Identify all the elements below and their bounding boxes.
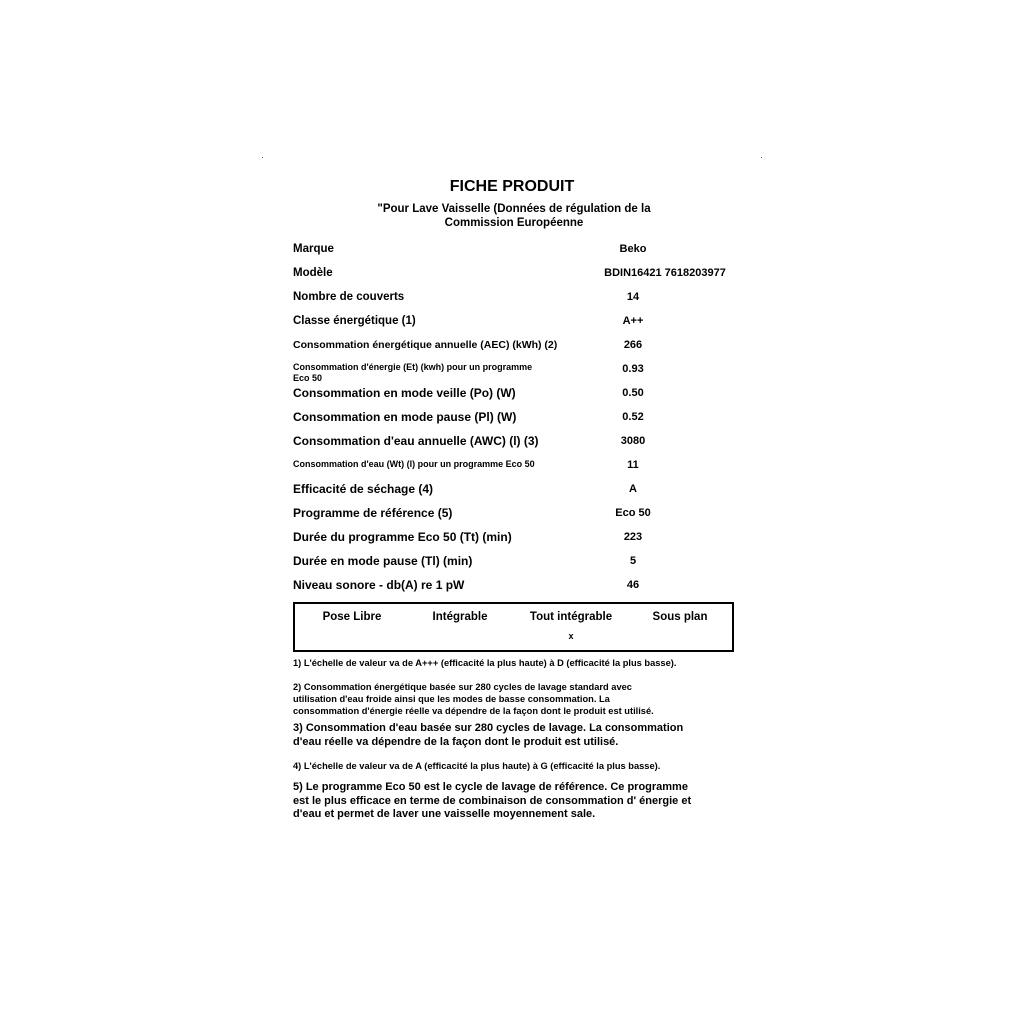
spec-row-reference-program (293, 506, 733, 526)
subtitle-line-2: Commission Européenne (444, 216, 584, 229)
footnote-3 (293, 722, 738, 749)
spec-label: Marque (293, 243, 334, 255)
spec-label: Consommation en mode veille (Po) (W) (293, 386, 516, 400)
spec-value: 46 (626, 579, 640, 591)
spec-value: 0.93 (622, 363, 644, 375)
spec-value: Beko (619, 243, 647, 255)
spec-label: Modèle (293, 267, 333, 279)
spec-row-program-duration (293, 530, 733, 550)
install-option-under-counter: Sous plan (652, 611, 708, 623)
installation-type-box (293, 602, 734, 652)
install-option-integrable: Intégrable (432, 611, 488, 623)
footnote-3-line-1: 3) Consommation d'eau basée sur 280 cycles de lavage. La consommation (293, 722, 684, 734)
spec-row-cycle-energy (293, 362, 733, 382)
spec-value: 0.50 (622, 387, 644, 399)
spec-label: Consommation énergétique annuelle (AEC) (kWh) (2) (293, 339, 558, 351)
spec-label (293, 362, 532, 384)
page-title: FICHE PRODUIT (449, 178, 575, 195)
spec-row-brand (293, 243, 733, 263)
footnote-1: 1) L'échelle de valeur va de A+++ (efficacité la plus haute) à D (efficacité la plus basse). (293, 658, 677, 668)
spec-row-standby-power (293, 386, 733, 406)
spec-label-line-2: Eco 50 (293, 373, 323, 383)
subtitle-line-1: "Pour Lave Vaisselle (Données de régulation de la (377, 203, 651, 215)
spec-label: Classe énergétique (1) (293, 315, 416, 327)
spec-label-line-1: Consommation d'énergie (Et) (kwh) pour un programme (293, 362, 533, 372)
spec-label: Efficacité de séchage (4) (293, 482, 434, 496)
spec-value: 0.52 (622, 411, 644, 423)
footnote-5-line-1: 5) Le programme Eco 50 est le cycle de lavage de référence. Ce programme (293, 781, 688, 793)
spec-row-place-settings (293, 291, 733, 311)
footnote-5-line-3: d'eau et permet de laver une vaisselle moyennement sale. (293, 808, 596, 820)
spec-value: 14 (626, 291, 640, 303)
spec-row-noise-level (293, 578, 733, 598)
spec-row-cycle-water (293, 459, 733, 479)
footnote-2-line-3: consommation d'énergie réelle va dépendre de la façon dont le produit est utilisé. (293, 706, 654, 716)
install-selected-mark: x (568, 631, 574, 641)
spec-value: 11 (627, 459, 639, 471)
spec-label: Consommation d'eau (Wt) (l) pour un programme Eco 50 (293, 459, 535, 469)
spec-label: Durée du programme Eco 50 (Tt) (min) (293, 530, 512, 544)
spec-label: Niveau sonore - db(A) re 1 pW (293, 578, 465, 592)
spec-value: 223 (623, 531, 643, 543)
spec-value: A++ (622, 315, 644, 327)
spec-row-left-on-power (293, 410, 733, 430)
footnote-4: 4) L'échelle de valeur va de A (efficacité la plus haute) à G (efficacité la plus basse). (293, 761, 661, 771)
spec-value: 266 (623, 339, 643, 351)
footnote-5 (293, 781, 738, 822)
spec-value: A (629, 483, 637, 495)
install-option-freestanding: Pose Libre (322, 611, 382, 623)
install-option-fully-integrated: Tout intégrable (529, 611, 613, 623)
spec-label: Consommation d'eau annuelle (AWC) (l) (3) (293, 434, 539, 448)
spec-value: 5 (629, 555, 637, 567)
spec-label: Nombre de couverts (293, 291, 405, 303)
footnote-2-line-1: 2) Consommation énergétique basée sur 280 cycles de lavage standard avec (293, 682, 632, 692)
spec-value: BDIN16421 7618203977 (604, 267, 726, 279)
spec-row-energy-class (293, 315, 733, 335)
page-subtitle (0, 203, 1024, 230)
spec-row-annual-water (293, 434, 733, 454)
footnote-2 (293, 681, 738, 717)
footnote-2-line-2: utilisation d'eau froide ainsi que les modes de basse consommation. La (293, 694, 610, 704)
corner-mark-right (761, 157, 762, 158)
spec-row-drying-efficiency (293, 482, 733, 502)
spec-row-annual-energy (293, 339, 733, 359)
spec-value: 3080 (620, 435, 646, 447)
spec-label: Programme de référence (5) (293, 506, 453, 520)
footnote-5-line-2: est le plus efficace en terme de combinaison de consommation d' énergie et (293, 794, 692, 807)
footnote-3-line-2: d'eau réelle va dépendre de la façon dont le produit est utilisé. (293, 735, 619, 748)
spec-row-model (293, 267, 733, 287)
spec-value: Eco 50 (615, 507, 651, 519)
spec-row-left-on-duration (293, 554, 733, 574)
spec-label: Consommation en mode pause (Pl) (W) (293, 410, 517, 424)
spec-label: Durée en mode pause (Tl) (min) (293, 554, 473, 568)
corner-mark-left (262, 157, 263, 158)
